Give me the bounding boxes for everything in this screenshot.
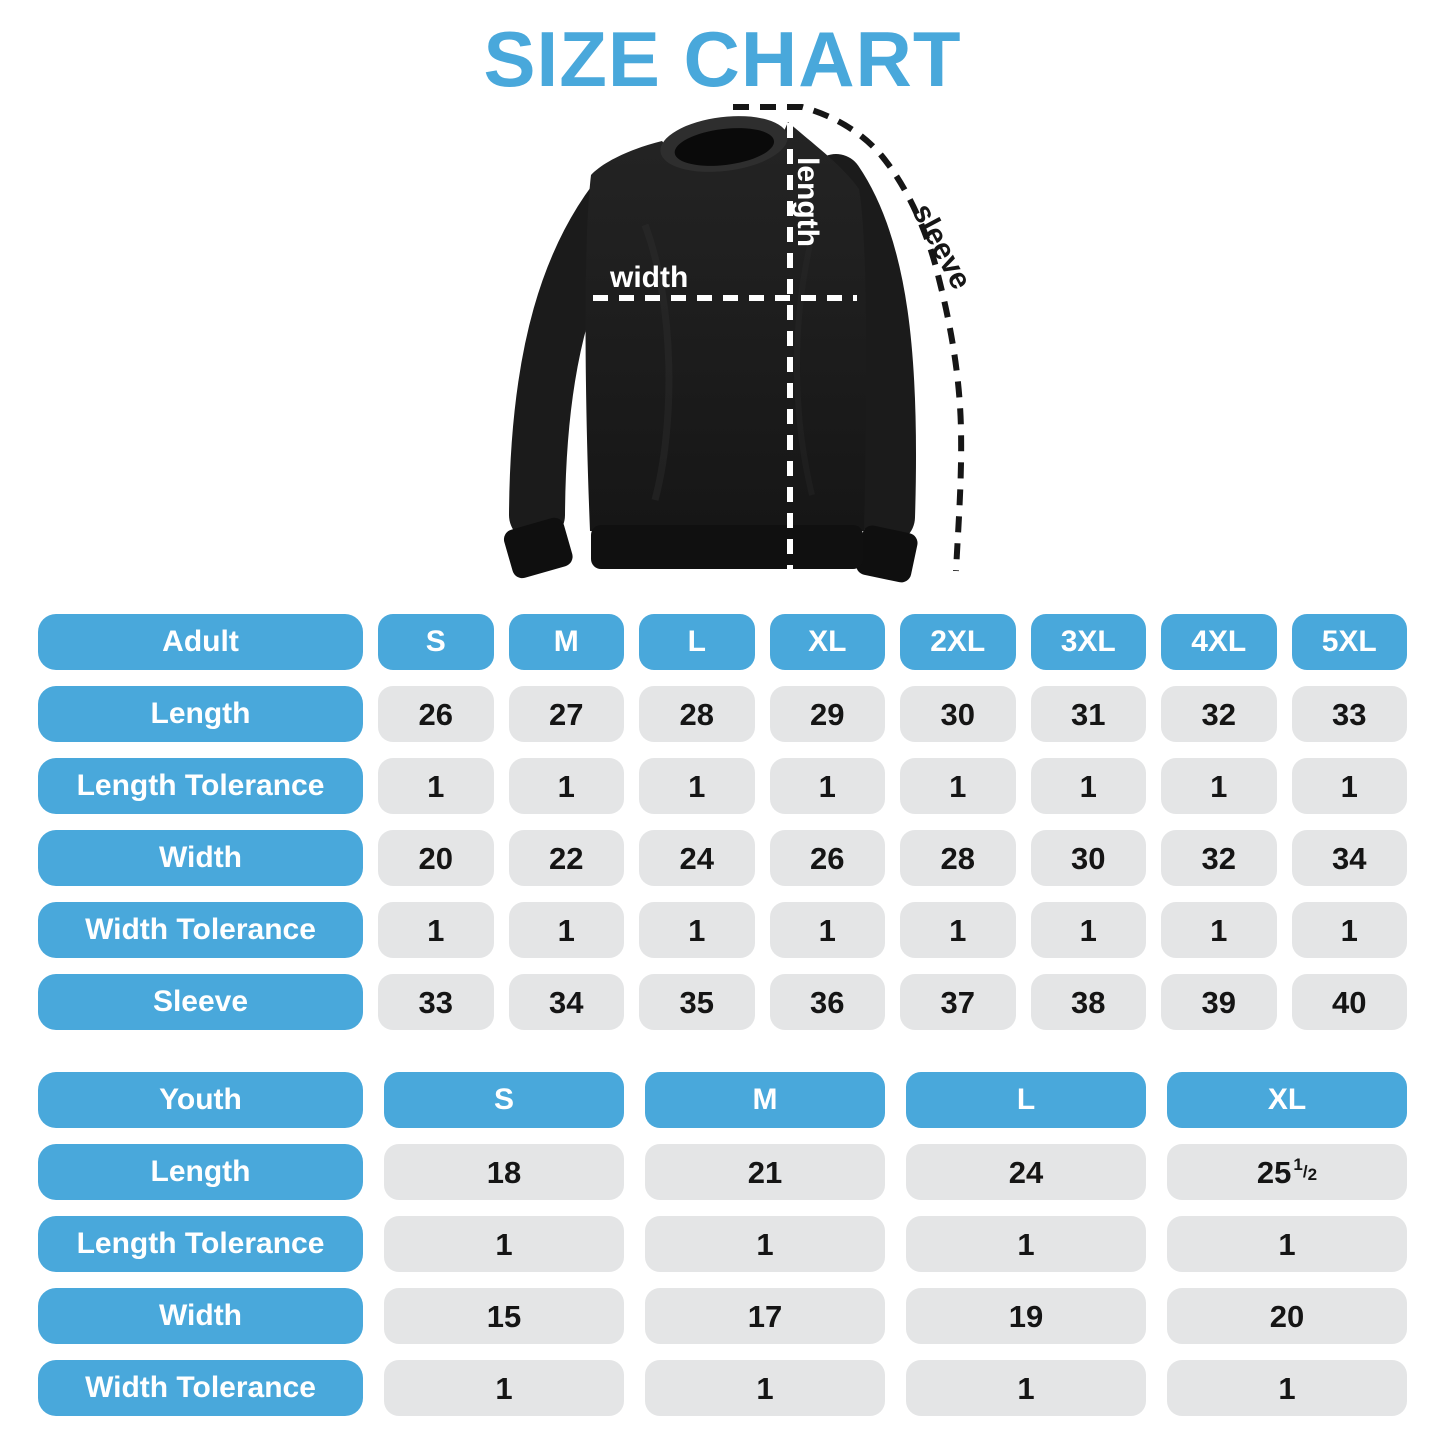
value-cell: 1	[1167, 1360, 1407, 1416]
value-cell: 17	[645, 1288, 885, 1344]
value-cell: 31	[1031, 686, 1147, 742]
value-cell: 35	[639, 974, 755, 1030]
youth-size-table	[38, 1072, 1407, 1416]
size-header-cell: XL	[770, 614, 886, 670]
row-label: Length Tolerance	[38, 758, 363, 814]
value-cell: 38	[1031, 974, 1147, 1030]
table-group-label: Youth	[38, 1072, 363, 1128]
value-cell: 24	[639, 830, 755, 886]
value-cell: 1	[1031, 902, 1147, 958]
row-label: Width Tolerance	[38, 1360, 363, 1416]
value-cell: 1	[384, 1216, 624, 1272]
value-cell: 1	[384, 1360, 624, 1416]
table-group-label: Adult	[38, 614, 363, 670]
row-label: Width Tolerance	[38, 902, 363, 958]
value-cell: 20	[378, 830, 494, 886]
page-title: SIZE CHART	[483, 15, 962, 103]
sweatshirt-illustration	[440, 95, 1040, 615]
value-cell: 28	[900, 830, 1016, 886]
adult-size-table	[38, 614, 1407, 1030]
value-cell: 18	[384, 1144, 624, 1200]
value-cell: 1	[378, 902, 494, 958]
size-header-cell: M	[645, 1072, 885, 1128]
value-cell: 34	[509, 974, 625, 1030]
value-cell: 37	[900, 974, 1016, 1030]
value-cell: 29	[770, 686, 886, 742]
row-label: Length Tolerance	[38, 1216, 363, 1272]
value-cell: 1	[639, 902, 755, 958]
value-cell: 1	[906, 1216, 1146, 1272]
hem-band	[591, 525, 863, 569]
value-cell: 32	[1161, 830, 1277, 886]
value-cell: 1	[900, 758, 1016, 814]
size-header-cell: S	[378, 614, 494, 670]
value-cell: 1	[378, 758, 494, 814]
value-cell: 22	[509, 830, 625, 886]
size-header-cell: L	[639, 614, 755, 670]
size-header-cell: L	[906, 1072, 1146, 1128]
value-cell: 1	[1161, 902, 1277, 958]
value-cell: 1	[770, 758, 886, 814]
row-label: Width	[38, 1288, 363, 1344]
garment-diagram	[440, 95, 1040, 615]
size-header-cell: M	[509, 614, 625, 670]
value-cell: 39	[1161, 974, 1277, 1030]
size-header-cell: S	[384, 1072, 624, 1128]
value-cell: 1	[906, 1360, 1146, 1416]
size-header-cell: 2XL	[900, 614, 1016, 670]
sleeve-label: sleeve	[905, 198, 978, 295]
row-label: Length	[38, 686, 363, 742]
value-cell: 19	[906, 1288, 1146, 1344]
value-cell: 1	[1161, 758, 1277, 814]
value-cell: 32	[1161, 686, 1277, 742]
value-cell: 1	[900, 902, 1016, 958]
value-cell: 1	[639, 758, 755, 814]
length-label: length	[791, 157, 824, 247]
value-cell: 28	[639, 686, 755, 742]
value-cell: 30	[1031, 830, 1147, 886]
value-cell: 1	[645, 1216, 885, 1272]
value-cell: 34	[1292, 830, 1408, 886]
value-cell: 1	[509, 902, 625, 958]
value-cell: 27	[509, 686, 625, 742]
value-cell: 26	[770, 830, 886, 886]
value-cell: 33	[378, 974, 494, 1030]
fraction-half: 1/2	[1293, 1154, 1318, 1184]
value-cell: 24	[906, 1144, 1146, 1200]
size-header-cell: XL	[1167, 1072, 1407, 1128]
size-header-cell: 5XL	[1292, 614, 1408, 670]
value-cell: 21	[645, 1144, 885, 1200]
value-cell: 36	[770, 974, 886, 1030]
row-label: Sleeve	[38, 974, 363, 1030]
row-label: Width	[38, 830, 363, 886]
value-cell: 40	[1292, 974, 1408, 1030]
value-cell: 1	[770, 902, 886, 958]
row-label: Length	[38, 1144, 363, 1200]
value-cell: 26	[378, 686, 494, 742]
value-cell: 30	[900, 686, 1016, 742]
value-cell: 1	[1292, 758, 1408, 814]
value-cell: 25 1/2	[1167, 1144, 1407, 1200]
value-cell: 15	[384, 1288, 624, 1344]
value-cell: 1	[1031, 758, 1147, 814]
value-cell: 1	[509, 758, 625, 814]
value-cell: 20	[1167, 1288, 1407, 1344]
width-label: width	[610, 261, 689, 294]
value-cell: 33	[1292, 686, 1408, 742]
size-header-cell: 3XL	[1031, 614, 1147, 670]
value-cell: 1	[1167, 1216, 1407, 1272]
size-header-cell: 4XL	[1161, 614, 1277, 670]
value-cell: 1	[645, 1360, 885, 1416]
size-tables	[38, 614, 1407, 1416]
value-cell: 1	[1292, 902, 1408, 958]
